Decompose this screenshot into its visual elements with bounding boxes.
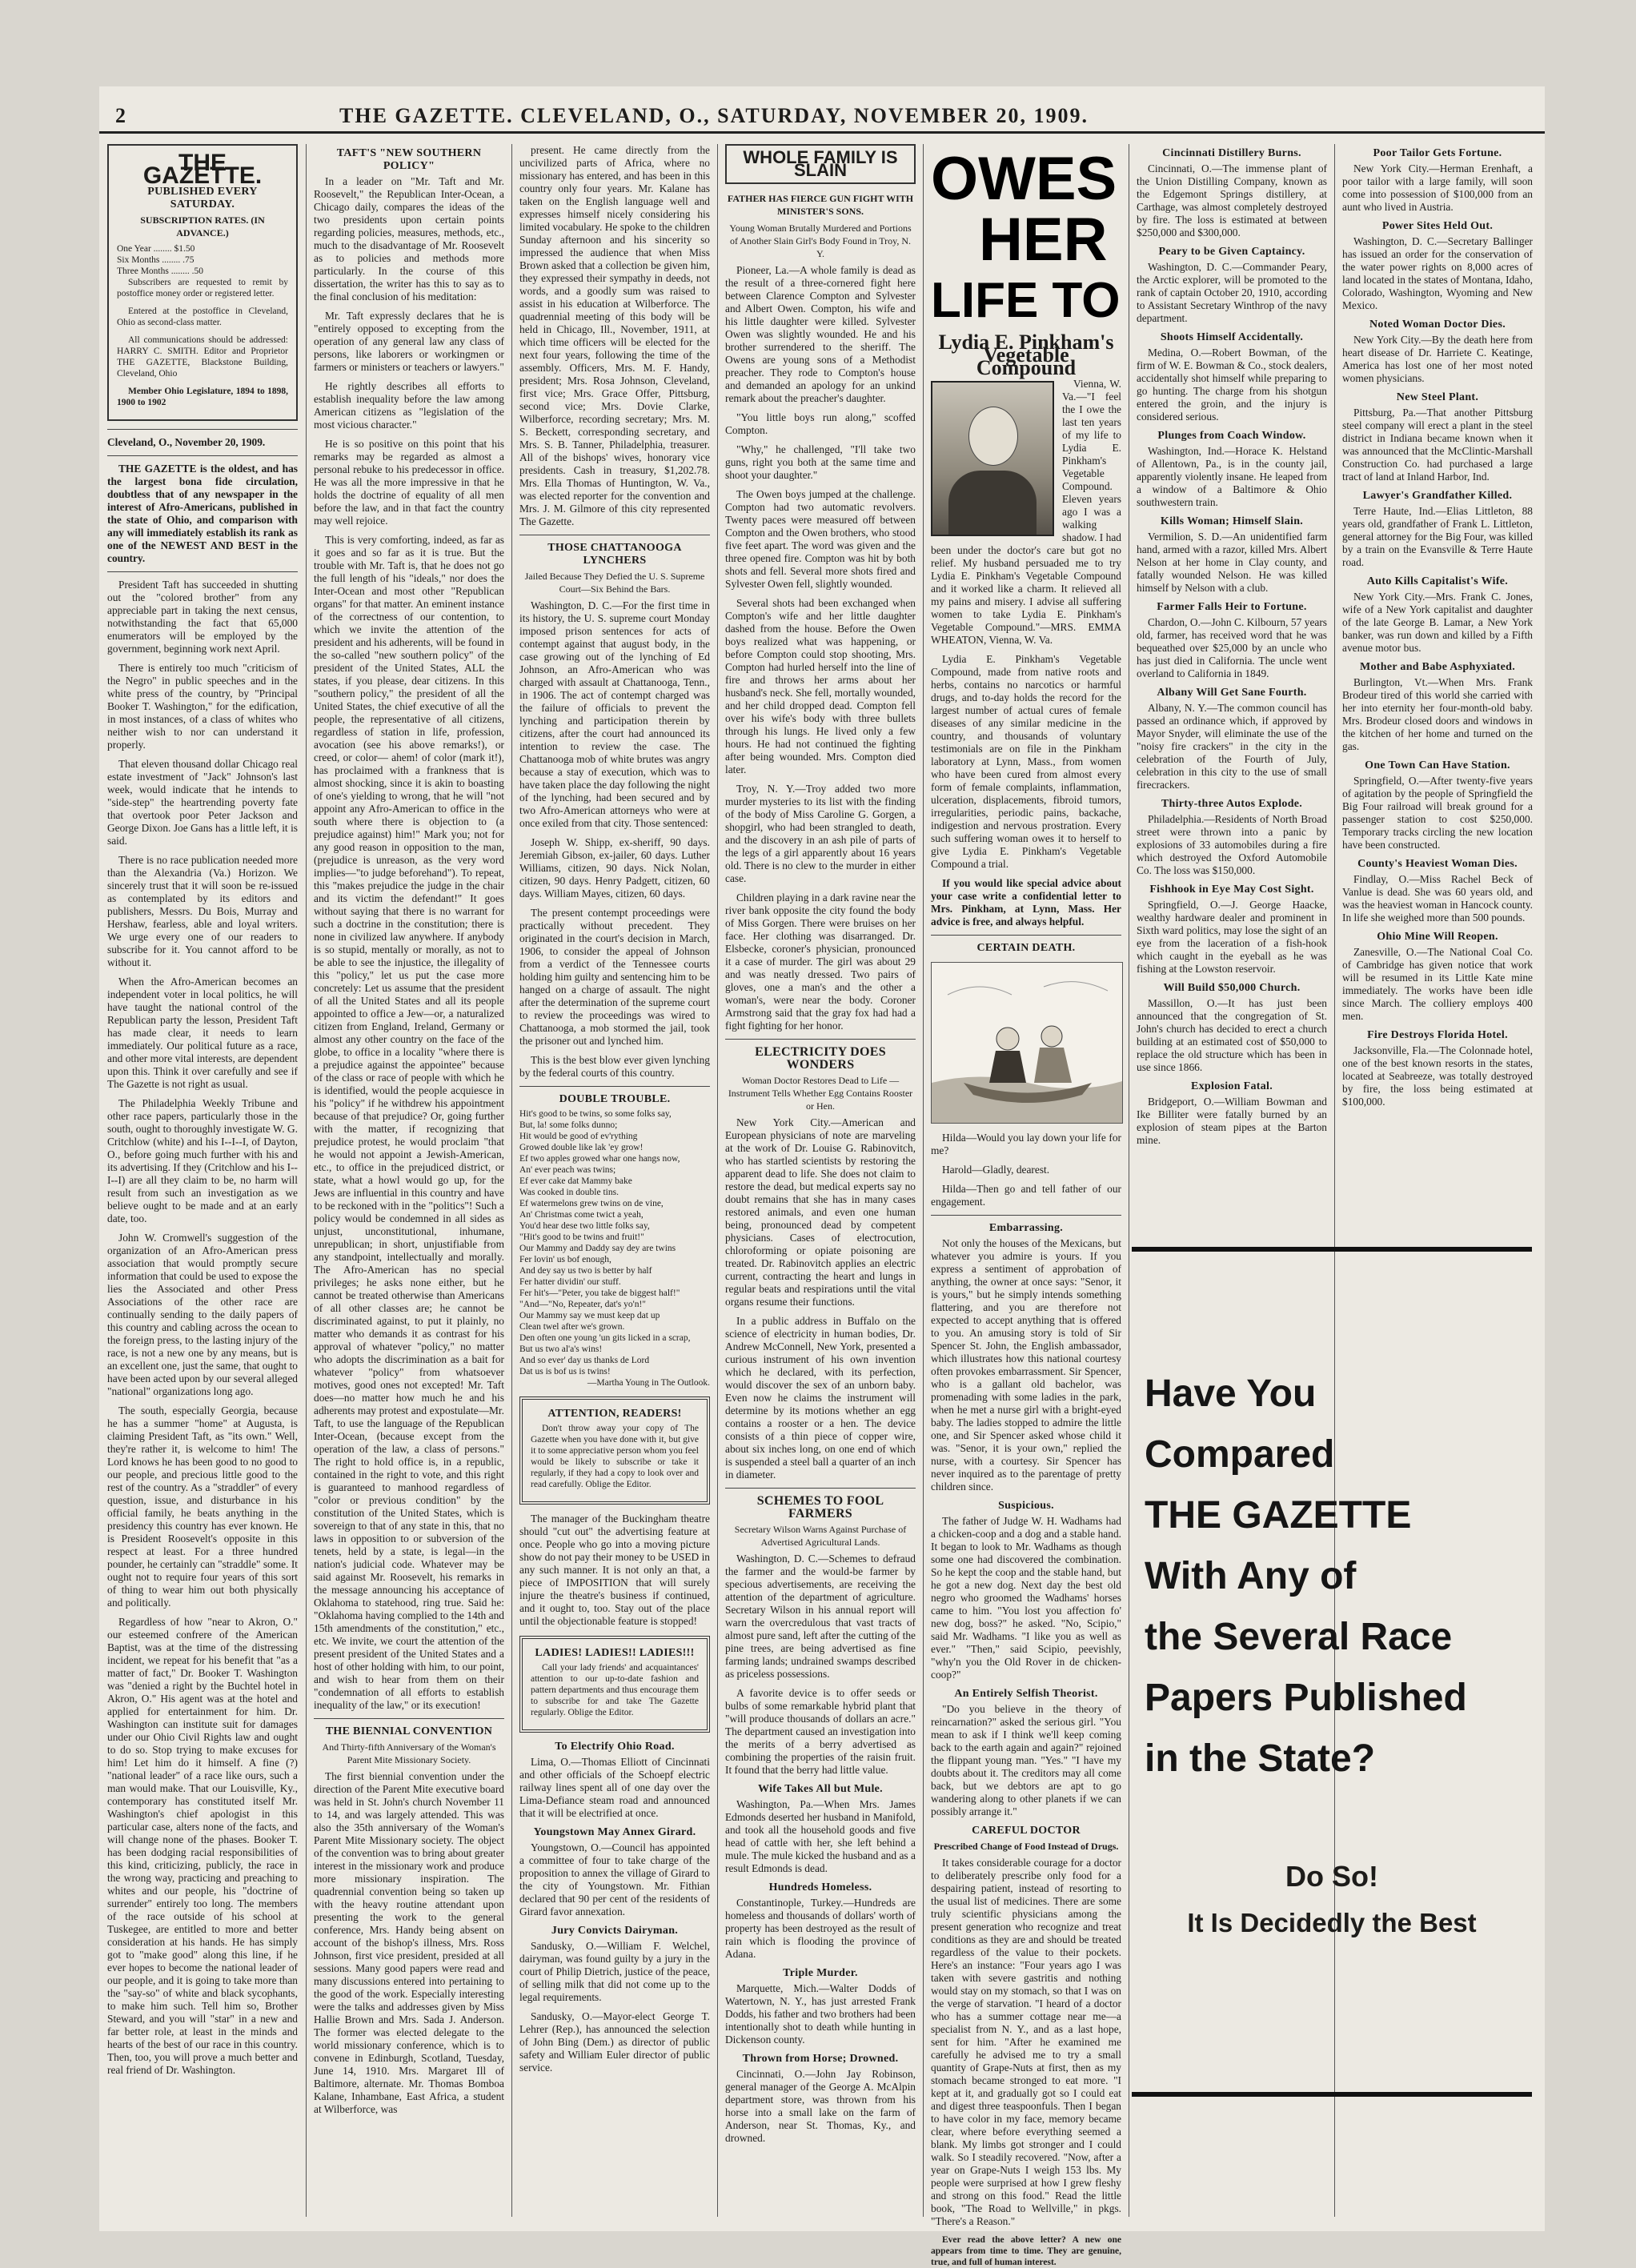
news-headline: Will Build $50,000 Church.: [1163, 982, 1301, 994]
news-paragraph: Vermilion, S. D.—An unidentified farm hand, armed with a razor, killed Mrs. Albert Nelson at her home in Clay county, and fatally wounded Nelson. He was killed himself by Nelson with a club.: [1137, 531, 1327, 594]
promo-headline: [1145, 1364, 1529, 1789]
article-headline: WHOLE FAMILY IS SLAIN: [743, 147, 898, 180]
news-paragraph: Washington, D. C.—Secretary Ballinger has issued an order for the conservation of the water power rights on 8,000 acres of land located in the states of Montana, Idaho, Colorado, Washington, Wyoming and New Mexico.: [1342, 235, 1533, 311]
separator: [107, 571, 298, 572]
article-paragraph: This is very comforting, indeed, as far as it goes and so far as it is true. But the trouble with Mr. Taft is, that he does not go the full length of his "ideals," nor does the Inter-Ocean and most other "Republican organs" for that matter. An eminent instance of the correctness of our contention, to which we invite the attention of the president and his adherents, will be found in the so-called "new southern policy" of the president of the United States, ALL the states, if you please, dear citizens. In this "southern policy," the president of all the United States, the chief executive of all the people, the representative of all citizens, regardless of station in life, profession, avocation (see his above remarks!), or creed, or color— ahem! of color (mark it!), has proclaimed with a frankness that is almost shocking, since it is akin to boasting of one's yielding to wrong, that he will "not appoint any Afro-American to office in the south where there is objection to (a prejudice against) him!" Mark you; not for any good reason in opposition to the man, (prejudice is unreason, as the very word implies—"to judge beforehand"). To repeat, this "makes prejudice the judge in the chair and its victim the defendant!" It goes without saying that there is no warrant for such a doctrine in the constitution; there is none in civilized law anywhere. If anybody is so stupid, mentally or morally, as not to be able to see the injustice, the illegality of this "policy," let us put the case more concretely: Let us assume that the president of all the United States and all its people appointed to office a Jew—or, a naturalized citizen from England, Ireland, Germany or almost any other country on the face of the globe, to office in a locality "where there is a prejudice against the appointee" because of the class or race of people with which he is identified, would the people acquiesce in his "policy" if he withdrew his appointment because of that prejudice? Or, going further with the matter, if recognizing that prejudice protest, he would proclaim "that he would not appoint a Jewish-American, etc., to office in the prejudiced district, or state, what a howl would go up, for the Jews are influential in this country and have to be reckoned with in the "politics"! Such a policy would be condemned in all sides as unjust, unconstitutional, inhumane, unrepublican; in short, unjustifiable from any standpoint, intellectually and morally. The Afro-American has no special privileges; he asks none either, but he cannot be treated otherwise than Americans of all other classes are; he cannot be discriminated against, to put it plainly, no matter who demands it as contrast for his approval of whatever "policy," no matter who adopts the discrimination as a bait for whatever "policy" from whatsoever motives, good ones not excepted! Mr. Taft does—no matter how much he and his adherents may protest and expostulate—Mr. Taft, to use the language of the Republican Inter-Ocean, (because except from the operation of the law, a class of persons." The right to hold office is, in a republic, contained in the right to vote, and this right is guaranteed to manhood regardless of "color or previous condition" by the constitution of the United States, which is sovereign to that of any state in this, that no laws in opposition to or subversion of the tenets, held by a state, is legal—in the nation's judicial code. Whatever may be said against Mr. Roosevelt, his remarks in the message announcing his acceptance of Oklahoma to statehood, ring true. Said he: "Oklahoma having complied to the 14th and 15th amendments of the constitution," etc., etc. We invite, we court the attention of the present president of the United States and a host of other holding with him, to our point, and wish to hear from them on their "condemnation of all efforts to establish inequality of the law," or its execution!: [314, 534, 504, 1711]
news-headline: Mother and Babe Asphyxiated.: [1359, 661, 1516, 673]
news-paragraph: Springfield, O.—After twenty-five years of agitation by the people of Springfield the Big Four railroad will break ground for a passenger station to cost $250,000. Temporary tracks circling the new location have been constructed.: [1342, 775, 1533, 851]
news-headline: Explosion Fatal.: [1190, 1080, 1273, 1092]
paper-tagline: PUBLISHED EVERY SATURDAY.: [147, 186, 258, 210]
article-paragraph: "Why," he challenged, "I'll take two guns, right you both at the same time and shoot your daughter.": [725, 443, 916, 481]
ad-note: If you would like special advice about your case write a confidential letter to Mrs. Pinkham, at Lynn, Mass. Her advice is free, and always helpful.: [931, 877, 1121, 928]
column-rule: [923, 144, 924, 2217]
rate-line: Three Months ........ .50: [117, 266, 203, 276]
column-rule: [717, 144, 718, 2217]
separator: [931, 935, 1121, 936]
cartoon-caption: Harold—Gladly, dearest.: [942, 1164, 1050, 1176]
article-paragraph: Several shots had been exchanged when Compton's wife and her little daughter dashed from the house. Before the Owen boys realized what was happening, or before Compton could stop shooting, Mrs. Compton had hurled herself into the line of fire and throws her arms about her husband's neck. She fell, mortally wounded, and her child dropped dead. Compton fell over his wife's body with three bullets through his lungs. He lived only a few hours. He had not continued the fighting after being wounded. Mrs. Compton died later.: [725, 597, 916, 775]
article-paragraph: Troy, N. Y.—Troy added two more murder mysteries to its list with the finding of the body of Miss Caroline G. Gorgen, a shopgirl, who had been strangled to death, and the discovery in an ash pile of parts of the legs of a girl apparently about 16 years old. There is no clew to the murder in either case.: [725, 783, 916, 884]
news-headline: Hundreds Homeless.: [768, 1881, 872, 1893]
cartoon-title: CERTAIN DEATH.: [976, 942, 1076, 954]
news-paragraph: Chardon, O.—John C. Kilbourn, 57 years old, farmer, has received word that he was bequeathed over $25,000 by an uncle who has just died in California. The uncle went overland to California in 1849.: [1137, 616, 1327, 679]
article-subheadline: Young Woman Brutally Murdered and Portions of Another Slain Girl's Body Found in Troy, N. Y.: [729, 222, 912, 259]
separator: [931, 1215, 1121, 1216]
promo-line: in the State?: [1145, 1737, 1376, 1780]
news-paragraph: Albany, N. Y.—The common council has passed an ordinance which, if approved by Mayor Snyder, will eliminate the use of the "noisy fire crackers" in the city in the celebration of the Fourth of July, celebration in this city to the use of small firecrackers.: [1137, 702, 1327, 791]
news-paragraph: Washington, D. C.—Commander Peary, the Arctic explorer, will be promoted to the rank of captain October 20, 1910, according to Assistant Secretary Winthrop of the navy department.: [1137, 261, 1327, 324]
ladies-box: [519, 1636, 710, 1733]
pinkham-ad-headline: [931, 145, 1121, 331]
poem-line: An' Christmas come twict a yeah,: [519, 1210, 644, 1220]
pinkham-product-name: Lydia E. Pinkham's Vegetable Compound: [938, 331, 1114, 379]
news-headline: Poor Tailor Gets Fortune.: [1373, 147, 1502, 159]
news-paragraph: Philadelphia.—Residents of North Broad street were thrown into a panic by explosions of 33 automobiles during a fire which destroyed the Oxford Automobile Co. The loss was $150,000.: [1137, 813, 1327, 876]
column-rule: [511, 144, 512, 2217]
news-headline: Peary to be Given Captaincy.: [1158, 246, 1305, 258]
member-note: Member Ohio Legislature, 1894 to 1898, 1900 to 1902: [117, 387, 288, 407]
promo-line: THE GAZETTE: [1145, 1494, 1412, 1537]
article-subheadline: FATHER HAS FIERCE GUN FIGHT WITH MINISTER'S SONS.: [727, 193, 914, 217]
ad-headline-line: HER: [979, 206, 1108, 274]
article-paragraph: Washington, D. C.—Schemes to defraud the farmer and the would-be farmer by specious advertisements, are receiving the attention of the department of agriculture. Secretary Wilson in his annual report will warn the overcredulous that vast tracts of almost pure sand, left after the cutting of the pine trees, are being advertised as fine farming lands; undrained swamps described as priceless possessions.: [725, 1553, 916, 1680]
article-paragraph: present. He came directly from the uncivilized parts of Africa, where no missionary has entered, and has been in this country only four years. Mr. Kalane has taken on the English language well and expresses himself nicely considering his limited vocabulary. He spoke to the children Sunday afternoon and his sincerity so impressed the audience that when Miss Brown asked that a collection be given him, they expressed their sympathy in deeds, not words, and a goodly sum was raised to assist in his education at Wilberforce. The quadrennial meeting of this body will be held in Chicago, Ill., November, 1911, at which time officers will be elected for the next four years, following the time of the assembly. Officers, Mrs. M. F. Handy, president; Mrs. Rosa Johnson, Cleveland, first vice; Mrs. Grace Offer, Pittsburg, second vice; Mrs. Dovie Clarke, Wilberforce, recording secretary; Mrs. M. S. Beckett, corresponding secretary, and Mrs. S. B. Tanner, Philadelphia, treasurer. All of the bishops' wives, honorary vice presidents. Cash in treasury, $1,202.78. Mrs. Ella Thomas of Huntington, W. Va., was elected reporter for the convention and Mrs. J. M. Gilmore of this city represented The Gazette.: [519, 144, 710, 527]
poem-line: You'd hear dese two little folks say,: [519, 1221, 650, 1231]
rate-line: One Year ........ $1.50: [117, 244, 195, 254]
news-paragraph: Massillon, O.—It has just been announced that the congregation of St. John's church has decided to erect a church building at an estimated cost of $50,000 to replace the old structure which has been in use since 1866.: [1137, 997, 1327, 1073]
poem-line: Our Mammy and Daddy say dey are twins: [519, 1244, 676, 1253]
entered-note: Entered at the postoffice in Cleveland, Ohio as second-class matter.: [117, 307, 288, 327]
promo-line: Compared: [1145, 1433, 1335, 1476]
news-headline: Auto Kills Capitalist's Wife.: [1366, 575, 1509, 587]
poem-line: Clean twel after we's grown.: [519, 1322, 625, 1332]
box-text: Don't throw away your copy of The Gazette when you have done with it, but give it to some appreciative person whom you feel would be likely to subscribe or take it regularly, if they had a copy to look over and read carefully. Oblige the Editor.: [531, 1424, 699, 1489]
article-paragraph: Joseph W. Shipp, ex-sheriff, 90 days. Jeremiah Gibson, ex-jailer, 60 days. Luther Williams, citizen, 90 days. Nick Nolan, citizen, 90 days. Henry Padgett, citizen, 60 days. William Mayes, citizen, 60 days.: [519, 836, 710, 900]
masthead: [99, 99, 1545, 134]
news-headline: Shoots Himself Accidentally.: [1160, 331, 1304, 343]
news-paragraph: Marquette, Mich.—Walter Dodds of Watertown, N. Y., has just arrested Frank Dodds, his father and two brothers had been intentionally shot to death while hunting in Dickenson county.: [725, 1982, 916, 2046]
news-headline: Noted Woman Doctor Dies.: [1369, 319, 1506, 331]
article-subheadline: Woman Doctor Restores Dead to Life —Instrument Tells Whether Egg Contains Rooster or Hen.: [728, 1075, 913, 1112]
cartoon-caption: Hilda—Would you lay down your life for me?: [931, 1132, 1121, 1156]
poem-line: Den often one young 'un gits licked in a scrap,: [519, 1333, 691, 1343]
news-paragraph: Sandusky, O.—Mayor-elect George T. Lehrer (Rep.), has announced the selection of John Bing (Dem.) as director of public safety and William Euler director of public service.: [519, 2010, 710, 2074]
poem-attribution: —Martha Young in The Outlook.: [587, 1378, 710, 1388]
ad-subheadline: Prescribed Change of Food Instead of Drugs.: [933, 1841, 1119, 1852]
woman-portrait: [931, 381, 1054, 536]
news-headline: Suspicious.: [998, 1500, 1054, 1512]
promo-line: Have You: [1145, 1372, 1317, 1415]
poem-line: "And—"No, Repeater, dat's yo'n!": [519, 1300, 646, 1309]
gazette-info-box: [107, 144, 298, 421]
article-paragraph: A favorite device is to offer seeds or bulbs of some remarkable hybrid plant that "will produce thousands of dollars an acre." The department caused an investigation into the merits of a berry advertised as combining the properties of the raisin fruit. It found that the berry had little value.: [725, 1687, 916, 1776]
news-paragraph: Findlay, O.—Miss Rachel Beck of Vanlue is dead. She was 60 years old, and was the heaviest woman in Hancock county. In life she weighed more than 500 pounds.: [1342, 873, 1533, 924]
news-headline: Embarrassing.: [988, 1222, 1064, 1234]
news-paragraph: Bridgeport, O.—William Bowman and Ike Billiter were fatally burned by an explosion of steam pipes at the Barton mine.: [1137, 1096, 1327, 1146]
article-subheadline: Secretary Wilson Warns Against Purchase of Advertised Agricultural Lands.: [734, 1524, 907, 1548]
news-headline: Power Sites Held Out.: [1381, 220, 1494, 232]
article-paragraph: Pioneer, La.—A whole family is dead as the result of a three-cornered fight here between Clarence Compton and Sylvester and Albert Owen. Compton, his wife and his little daughter were killed. Sylvester Owen was slightly wounded. He and his brother surrendered to the sheriff. The Owens are young sons of a Methodist preacher. They rode to Compton's house and demanded an apology for an unkind remark about the preacher's daughter.: [725, 264, 916, 404]
news-paragraph: Jacksonville, Fla.—The Colonnade hotel, one of the best known resorts in the states, located at Seabreeze, was totally destroyed by fire, the loss being estimated at $100,000.: [1342, 1044, 1533, 1108]
rate-line: Six Months ........ .75: [117, 255, 194, 265]
news-headline: Kills Woman; Himself Slain.: [1160, 515, 1304, 527]
column-5: [931, 144, 1121, 2267]
remit-note: Subscribers are requested to remit by postoffice money order or registered letter.: [117, 278, 288, 299]
editorial-paragraph: The Philadelphia Weekly Tribune and other race papers, particularly those in the south, ought to thoroughly investigate W. G. Critchlow (white) and his I--I--I, of Dayton, O., before going much further with his and its advertising. If they (Critchlow and his I--I--I) are all they claim to be, no harm will result from such an investigation as we believe ought to be made and at an early date, too.: [107, 1097, 298, 1224]
gazette-promo-ad: [1132, 1247, 1532, 2097]
promo-best: It Is Decidedly the Best: [1187, 1908, 1477, 1937]
dateline: Cleveland, O., November 20, 1909.: [107, 436, 266, 448]
cartoon-illustration: [931, 962, 1123, 1124]
story-paragraph: Not only the houses of the Mexicans, but whatever you admire is yours. If you express a sentiment of approbation of anything, the owner at once says: "Senor, it is yours," but he simply intends something flattering, and you are therefore not expected to accept anything that is offered to you. An amusing story is told of Sir Spencer St. John, the English ambassador, which illustrates how this national courtesy often provokes embarrassment. Sir Spencer, who is a gallant old bachelor, was promenading with some ladies in the park, when he met a nurse girl with a bright-eyed baby. The ladies stopped to admire the little one, and Sir Spencer asked whose child it was. "Senor, it is your own," replied the nurse, with a courtesy. Sir Spencer has never inquired as to the parentage of pretty children since.: [931, 1237, 1121, 1493]
news-headline: Thirty-three Autos Explode.: [1161, 798, 1303, 810]
article-subheadline: Jailed Because They Defied the U. S. Supreme Court—Six Behind the Bars.: [524, 571, 705, 595]
promo-line: Papers Published: [1145, 1677, 1467, 1719]
news-headline: New Steel Plant.: [1396, 391, 1479, 403]
news-paragraph: Medina, O.—Robert Bowman, of the firm of W. E. Bowman & Co., stock dealers, accidentally shot himself while preparing to go hunting. The charge from his shotgun entered the groin, and the injury is considered serious.: [1137, 347, 1327, 423]
article-subheadline: And Thirty-fifth Anniversary of the Woman's Parent Mite Missionary Society.: [322, 1741, 496, 1765]
box-title: LADIES! LADIES!! LADIES!!!: [535, 1647, 695, 1659]
poem-line: But us two al'a's wins!: [519, 1344, 603, 1354]
news-paragraph: Cincinnati, O.—The immense plant of the Union Distilling Company, known as the Edgemont Springs distillery, at Carthage, was almost completely destroyed by fire. The loss is estimated at between $250,000 and $300,000.: [1137, 162, 1327, 238]
news-headline: One Town Can Have Station.: [1365, 759, 1510, 771]
news-headline: Albany Will Get Sane Fourth.: [1157, 687, 1307, 699]
news-paragraph: Zanesville, O.—The National Coal Co. of Cambridge has given notice that work will be resumed in its Little Kate mine immediately. The works have been idle since March. The colliery employs 400 men.: [1342, 946, 1533, 1022]
separator: [725, 1039, 916, 1040]
editorial-paragraph: Regardless of how "near to Akron, O." our esteemed confrere of the American Baptist, was at the time of the distressing incident, we repeat for his benefit that "as a matter of fact," Dr. Booker T. Washington was "denied a right by the Buchtel hotel in Akron, O." His agent was at the hotel and applied for entertainment for him. Dr. Washington can institute suit for damages under our Ohio Civil Rights law and ought to do so. Stop trying to make excuses for him! Let him do it himself. A fine (?) "national leader" of a race like ours, such a man would make. That our Louisville, Ky., contemporary has constituted itself Mr. Washington's chief apologist in this particular case, alters none of the facts, and will change none of the phases. Booker T. has been dodging racial responsibilities of this kind, criticizing, publicly, the race in the wrong way, practicing and preaching to whites and our people, his "doctrine of surrender" entirely too long. The members of the race outside of his school at Tuskegee, are entitled to more and better consideration at his hands. He has simply got to "make good" along this line, if he ever hopes to become the national leader of our people, and it is going to take more than the "say-so" of white and black sycophants, to make him such. Tell him so, Brother Steward, and you will "star" in a new and far better role, at least in the minds and hearts of the best of our race in this country. Then, too, you will prove a much better and real friend of Dr. Washington.: [107, 1616, 298, 2076]
poem-line: "Hit's good to be twins and fruit!": [519, 1232, 644, 1242]
news-paragraph: Lima, O.—Thomas Elliott of Cincinnati and other officials of the Schoepf electric railway lines spent all of one day over the Lima-Defiance steam road and announced that it will be electrified at once.: [519, 1756, 710, 1819]
article-paragraph: New York City.—American and European physicians of note are marveling at the work of Dr. Louise G. Rabinovitch, who has startled scientists by restoring the apparent dead to life. She does not claim to restore the dead, but medical experts say no doubt remains that she has in many cases restored animals, and even one human being, pronounced dead by competent physicians. Cases of electrocution, chloroforming or opiate poisoning are treated. Dr. Rabinovitch applies an electric current, contracting the heart and lungs in regular beats and respirations until the vital organs resume their functions.: [725, 1116, 916, 1308]
poem-title: DOUBLE TROUBLE.: [559, 1093, 671, 1105]
story-paragraph: The father of Judge W. H. Wadhams had a chicken-coop and a dog and a stable hand. It began to look to Mr. Wadhams as though some one had discovered the combination. So he kept the coop and the stable hand, but he got a new dog. Next day the best old negro who groomed the Wadhams' horses came to him. "You lost you affection fo' new dog, boss?" he asked. "No, Scipio," said Mr. Wadhams. "I like you as well as ever." "Then," said Scipio, peevishly, "why'n you the Old Rover in de chicken-coop?": [931, 1515, 1121, 1681]
poem-line: Fer hit's—"Peter, you take de biggest half!": [519, 1288, 680, 1298]
column-rule: [306, 144, 307, 2217]
editorial-paragraph: That eleven thousand dollar Chicago real estate investment of "Jack" Johnson's last week, would indicate that he intends to "side-step" the heartrending poverty fate that overtook poor Peter Jackson and George Dixon. Joe Gans has a little left, it is said.: [107, 758, 298, 847]
article-paragraph: He rightly describes all efforts to establish inequality before the law among American citizens as "legislation of the most vicious character.": [314, 380, 504, 431]
story-paragraph: "Do you believe in the theory of reincarnation?" asked the serious girl. "You mean to ask if I think we'll keep coming back to the earth again and again?" rejoined the flippant young man. "Yes." "I have my doubts about it. The creditors may all come back, but we debtors are apt to go wandering along to other planets if we can possibly arrange it.": [931, 1703, 1121, 1817]
editorial-paragraph: The south, especially Georgia, because he has a summer "home" at Augusta, is claiming President Taft, as "its own." Well, they're rather it, is welcome to him! The Lord knows he has been good to no good to our people, and precious little good to the rest of the country. As a "straddler" of every question, issue, and disturbance in his official family, he beats anything in the presidency this country has ever known. He is President Roosevelt's opposite in this respect at least. For a three hundred pounder, he certainly can "straddle" some. It ought not to require four years of this sort of thing to wear him out both physically and politically.: [107, 1404, 298, 1609]
cartoon-caption: Hilda—Then go and tell father of our engagement.: [931, 1183, 1121, 1208]
news-headline: Farmer Falls Heir to Fortune.: [1157, 601, 1307, 613]
ad-paragraph: It takes considerable courage for a doctor to deliberately prescribe only food for a despairing patient, instead of resorting to the usual list of medicines. There are some truly scientific physicians among the present generation who recognize and treat conditions as they are and should be treated regardless of the value to their pockets. Here's an instance: "Four years ago I was taken with severe gastritis and nothing would stay on my stomach, so that I was on the verge of starvation. "I heard of a doctor who has a summer cottage near me—a specialist from N. Y., and as a last hope, sent for him. "After he examined me carefully he advised me to try a small quantity of Grape-Nuts at first, then as my stomach became stronged to eat more. "I kept at it, and gradually got so I could eat and digest three teaspoonfuls. Then I began to have color in my face, memory became clear, where before everything seemed a blank. My limbs got stronger and I could walk. So I steadily recovered. "Now, after a year on Grape-Nuts I weigh 153 lbs. My people were surprised at how I grew fleshy and strong on this food." Read the little book, "The Road to Wellville," in pkgs. "There's a Reason.": [931, 1857, 1121, 2227]
news-headline: Ohio Mine Will Reopen.: [1377, 931, 1498, 943]
article-paragraph: In a public address in Buffalo on the science of electricity in human bodies, Dr. Andrew McConnell, New York, presented a curious instrument of his own invention which he declared, with its perfection, would discover the sex of an unborn baby. Even now he claims the instrument will determine by its motions whether an egg contains a rooster or a hen. The device consists of a thin piece of copper wire, about six inches long, on one end of which is suspended a steel ball a quarter of an inch in diameter.: [725, 1315, 916, 1481]
news-headline: Plunges from Coach Window.: [1157, 430, 1306, 442]
news-headline: County's Heaviest Woman Dies.: [1357, 858, 1518, 870]
ad-headline-line: LIFE TO: [931, 273, 1121, 328]
article-headline: SCHEMES TO FOOL FARMERS: [756, 1494, 884, 1521]
poem-line: Ef watermelons grew twins on de vine,: [519, 1199, 664, 1208]
news-paragraph: Cincinnati, O.—John Jay Robinson, general manager of the George A. McAlpin department store, was thrown from his horse into a small lake on the farm of Anderson, near St. Thomas, Ky., and drowned.: [725, 2068, 916, 2144]
poem-line: Ef two apples growed whar one hangs now,: [519, 1154, 680, 1164]
poem-line: And dey say us two is better by half: [519, 1266, 652, 1276]
news-paragraph: Youngstown, O.—Council has appointed a committee of four to take charge of the proposition to annex the village of Girard to the city of Youngstown. Mr. Fithian declared that 90 per cent of the residents of Girard favor annexation.: [519, 1841, 710, 1917]
attention-readers-box: [519, 1396, 710, 1505]
article-headline: TAFT'S "NEW SOUTHERN POLICY": [336, 147, 482, 172]
article-headline: ELECTRICITY DOES WONDERS: [755, 1045, 886, 1072]
article-headline: THOSE CHATTANOOGA LYNCHERS: [547, 542, 682, 567]
poem-line: Hit's good to be twins, so some folks say,: [519, 1109, 672, 1119]
ad-closing: Ever read the above letter? A new one appears from time to time. They are genuine, true, and full of human interest.: [931, 2235, 1121, 2267]
circulation-claim: THE GAZETTE is the oldest, and has the largest bona fide circulation, doubtless that of any newspaper in the interest of Afro-Americans, published in the state of Ohio, and comparison with any will immediately establish its rank as one of the NEWEST AND BEST in the country.: [107, 463, 298, 564]
news-headline: Jury Convicts Dairyman.: [551, 1925, 679, 1937]
headline-box: [725, 144, 916, 184]
article-paragraph: In a leader on "Mr. Taft and Mr. Roosevelt," the Republican Inter-Ocean, a Chicago daily, compares the ideas of the two presidents upon certain points regarding policies, measures, methods, etc., much to the disadvantage of Mr. Roosevelt as to policies and methods more particularly. In the course of this dissertation, the writer has this to say as to the final conclusion of his meditation:: [314, 175, 504, 303]
newspaper-page: [99, 86, 1545, 2267]
news-paragraph: Pittsburg, Pa.—That another Pittsburg steel company will erect a plant in the steel district in Indiana became known when it was announced that the McClintic-Marshall Construction Co. had purchased a large tract of land at Inland Harbor, Ind.: [1342, 407, 1533, 483]
news-headline: Thrown from Horse; Drowned.: [742, 2053, 899, 2065]
subscription-rates-heading: SUBSCRIPTION RATES. (IN ADVANCE.): [140, 214, 265, 238]
ad-paragraph: Lydia E. Pinkham's Vegetable Compound, made from native roots and herbs, contains no narcotics or harmful drugs, and to-day holds the record for the largest number of actual cures of female diseases of any similar medicine in the country, and thousands of voluntary testimonials are on file in the Pinkham laboratory at Lynn, Mass., from women who have been cured from almost every form of female complaints, inflammation, ulceration, displacements, fibroid tumors, irregularities, periodic pains, backache, indigestion and nervous prostration. Every such suffering woman owes it to herself to give Lydia E. Pinkham's Vegetable Compound a trial.: [931, 653, 1121, 870]
article-paragraph: The Owen boys jumped at the challenge. Compton had two automatic revolvers. Twenty paces were measured off between Compton and the Owen brothers, who stood five feet apart. The word was given and the three opened fire. Compton was hit by both shots and fell. Several more shots fired and Sylvester Owen fell, slightly wounded.: [725, 488, 916, 590]
editorial-paragraph: There is no race publication needed more than the Alexandria (Va.) Horizon. We sincerely trust that it will soon be re-issued as contemplated by its editors and publishers, Messrs. Du Bois, Murray and Hershaw, fearless, able and loyal writers. We urge every one of our readers to subscribe for it. You cannot afford to be without it.: [107, 854, 298, 968]
news-paragraph: New York City.—By the death here from heart disease of Dr. Harriete C. Keatinge, America has lost one of her most noted women physicians.: [1342, 334, 1533, 384]
editorial-paragraph: When the Afro-American becomes an independent voter in local politics, he will have taught the national control of the Republican party the lesson, President Taft has made clear, it needs to learn immediately. Our political future as a race, and other more vital interests, are dependent upon this. Think it over carefully and see if The Gazette is not right as usual.: [107, 976, 298, 1090]
news-paragraph: Washington, Ind.—Horace K. Helstand of Allentown, Pa., is in the county jail, apparently violently insane. He leaped from a window of a Baltimore & Ohio southwestern train.: [1137, 445, 1327, 508]
poem-line: Hit would be good of ev'rything: [519, 1132, 638, 1141]
column-4: [725, 144, 916, 2217]
article-paragraph: Children playing in a dark ravine near the river bank opposite the city found the body of Miss Gorgen. There were bruises on her face. Her clothing was disarranged. Dr. Elsbecke, coroner's physician, pronounced it a case of murder. The girl was about 29 and was neatly dressed. Two pairs of gloves, one a man's and the other a woman's, were near the body. Coroner Armstrong said that the gray fox had had a fight fighting for her honor.: [725, 892, 916, 1032]
paper-name: THE GAZETTE.: [142, 150, 263, 189]
poem-line: Fer lovin' us bof enough,: [519, 1255, 611, 1264]
separator: [314, 1718, 504, 1719]
article-paragraph: The manager of the Buckingham theatre should "cut out" the advertising feature at once. People who go into a moving picture show do not pay their money to be USED in any such manner. It is not only an that, a piece of IMPOSITION that will surely injure the theatre's business if continued, and it ought to, too. Stay out of the place until the objectionable feature is stopped!: [519, 1513, 710, 1627]
column-6: [1137, 144, 1327, 1232]
news-paragraph: New York City.—Mrs. Frank C. Jones, wife of a New York capitalist and daughter of the late George B. Lamar, a New York banker, was run down and killed by a Fifth avenue motor bus.: [1342, 591, 1533, 654]
news-paragraph: New York City.—Herman Erenhaft, a poor tailor with a large family, will soon come into possession of $100,000 from an aunt who lived in Austria.: [1342, 162, 1533, 213]
news-paragraph: Springfield, O.—J. George Haacke, wealthy hardware dealer and prominent in Sixth ward politics, may lose the sight of an eye from the laceration of a fish-hook which caught in the eyeball as he was fishing at the Lowston reservoir.: [1137, 899, 1327, 975]
address-note: All communications should be addressed: HARRY C. SMITH. Editor and Proprietor THE GAZETTE, Blackstone Building, Cleveland, Ohio: [117, 335, 288, 379]
poem-line: Dat us is bof us is twins!: [519, 1367, 611, 1376]
page-number: 2: [115, 104, 126, 127]
poem-line: But, la! some folks dunno;: [519, 1120, 618, 1130]
promo-do-so: Do So!: [1285, 1860, 1378, 1893]
poem-line: And so ever' day us thanks de Lord: [519, 1356, 650, 1365]
poem-line: Growed double like lak 'ey grow!: [519, 1143, 644, 1152]
article-paragraph: He is so positive on this point that his remarks may be regarded as almost a personal rebuke to his predecessor in office. He was all the more impressive in that he holds the doctrine of equality of all men before the law, and in that fact the country may well rejoice.: [314, 438, 504, 527]
column-3: [519, 144, 710, 2217]
promo-line: the Several Race: [1145, 1616, 1453, 1658]
news-paragraph: Washington, Pa.—When Mrs. James Edmonds deserted her husband in Manifold, and took all the household goods and five head of cattle with her, she left behind a mule. The mule kicked the husband and as a result Edmonds is dead.: [725, 1798, 916, 1874]
article-paragraph: Washington, D. C.—For the first time in its history, the U. S. supreme court Monday imposed prison sentences for acts of contempt against that august body, in the case growing out of the lynching of Ed Johnson, an Afro-American who was charged with assault at Chattanooga, Tenn., in 1906. The act of contempt charged was the failure of officials to prevent the lynching and participation therein by citizens, after the court had announced its intention to review the case. The Chattanooga mob of white brutes was angry because a stay of execution, which was to have taken place the day following the night of the lynching, had been secured and by two Afro-American attorneys who were at once exiled from that city. Those sentenced:: [519, 599, 710, 829]
news-headline: An Entirely Selfish Theorist.: [954, 1688, 1098, 1700]
box-title: ATTENTION, READERS!: [547, 1408, 682, 1420]
column-7: [1342, 144, 1533, 1232]
editorial-paragraph: John W. Cromwell's suggestion of the organization of an Afro-American press association that would promptly secure information that could be used to expose the lies the Associated and other Press Associations of the other race are continually sending to the daily papers of this country and cabling across the ocean to the foreign press, to the lasting injury of the race, is not a new one by any means, but is an excellent one, just the same, that ought to have been acted upon by our several alleged "national" organizations long ago.: [107, 1232, 298, 1397]
editorial-paragraph: There is entirely too much "criticism of the Negro" in public speeches and in the white press of the country, by "Principal Booker T. Washington," for the edification, in most instances, of a class of whites who neither wish to nor can understand it properly.: [107, 662, 298, 751]
news-headline: Lawyer's Grandfather Killed.: [1362, 490, 1513, 502]
column-1: [107, 144, 298, 2217]
news-headline: Fire Destroys Florida Hotel.: [1367, 1029, 1508, 1041]
testimonial: Vienna, W. Va.—"I feel the I owe the last ten years of my life to Lydia E. Pinkham's Vegetable Compound. Eleven years ago I was a walking shadow. I had been under the doctor's care but got no relief. My husband persuaded me to try Lydia E. Pinkham's Vegetable Compound and it worked like a charm. It relieved all my pains and misery. I advise all suffering women to take Lydia E. Pinkham's Vegetable Compound."—MRS. EMMA WHEATON, Vienna, W. Va.: [931, 378, 1121, 646]
poem: [519, 1108, 710, 1388]
news-headline: Fishhook in Eye May Cost Sight.: [1149, 884, 1314, 896]
box-text: Call your lady friends' and acquaintances' attention to our up-to-date fashion and pattern departments and thus encourage them to subscribe for and take The Gazette regularly. Oblige the Editor.: [531, 1663, 699, 1717]
poem-line: Ef ever cake dat Mammy bake: [519, 1176, 632, 1186]
article-headline: THE BIENNIAL CONVENTION: [325, 1725, 493, 1737]
article-paragraph: "You little boys run along," scoffed Compton.: [725, 411, 916, 436]
separator: [107, 429, 298, 430]
news-paragraph: Sandusky, O.—William F. Welchel, dairyman, was found guilty by a jury in the court of Philip Dietrich, justice of the peace, of selling milk that did not come up to the legal requirements.: [519, 1940, 710, 2003]
news-paragraph: Burlington, Vt.—When Mrs. Frank Brodeur tired of this world she carried with her into eternity her four-month-old baby. Mrs. Brodeur closed doors and windows in the kitchen of her home and turned on the gas.: [1342, 676, 1533, 752]
article-paragraph: The first biennial convention under the direction of the Parent Mite executive board was held in St. John's church November 11 to 14, and was largely attended. This was also the 35th anniversary of the Woman's Parent Mite Missionary society. The object of the convention was to bring about greater interest in the missionary work and produce more missionary inspiration. The quadrennial convention being so taken up with the heavy routine attendant upon presenting the work to the general conference, Mrs. Handy being absent on account of the bishop's illness, Mrs. Ross Johnson, first vice president, presided at all sessions. Many good papers were read and many discussions entered into pertaining to the good of the work. Especially interesting were the talks and addresses given by Miss Hallie Brown and Mrs. Sada J. Anderson. The former was elected delegate to the world missionary conference, which is to convene in Edinburgh, Scotland, Tuesday, June 14, 1910. Mrs. Margaret Ill of Baltimore, alternate. Mr. Thomas Bomboa Kalane, Inhambane, East Africa, a student at Wilberforce, was: [314, 1770, 504, 2115]
poem-line: An' ever peach was twins;: [519, 1165, 616, 1175]
news-headline: Cincinnati Distillery Burns.: [1162, 147, 1301, 159]
poem-line: Was cooked in double tins.: [519, 1188, 619, 1197]
news-headline: Youngstown May Annex Girard.: [533, 1826, 696, 1838]
column-2: [314, 144, 504, 2217]
separator: [519, 1086, 710, 1087]
article-paragraph: The present contempt proceedings were practically without precedent. They originated in the court's decision in March, 1906, to consider the appeal of Johnson from a verdict of the Tennessee courts holding him guilty and sentencing him to be hanged on a charge of assault. The night after the determination of the supreme court to review the proceedings was wired to Chattanooga, a mob stormed the jail, took the prisoner out and lynched him.: [519, 907, 710, 1047]
promo-line: With Any of: [1145, 1555, 1357, 1597]
ad-headline-line: OWES: [931, 145, 1117, 213]
ad-headline: CAREFUL DOCTOR: [972, 1825, 1081, 1837]
news-headline: Triple Murder.: [783, 1967, 858, 1979]
news-headline: To Electrify Ohio Road.: [555, 1741, 675, 1753]
separator: [107, 455, 298, 456]
news-paragraph: Terre Haute, Ind.—Elias Littleton, 88 years old, grandfather of Frank L. Littleton, general attorney for the Big Four, was killed by a train on the Evansville & Terre Haute road.: [1342, 505, 1533, 568]
news-paragraph: Constantinople, Turkey.—Hundreds are homeless and thousands of dollars' worth of property has been destroyed as the result of rain which is flooding the province of Adana.: [725, 1897, 916, 1960]
article-paragraph: This is the best blow ever given lynching by the federal courts of this country.: [519, 1054, 710, 1079]
poem-line: Fer hatter dividin' our stuff.: [519, 1277, 621, 1287]
news-headline: Wife Takes All but Mule.: [758, 1783, 883, 1795]
editorial-paragraph: President Taft has succeeded in shutting out the "colored brother" from any appreciable part in taking the next census, notwithstanding the fact that 65,000 enumerators will be employed by the government, beginning work next April.: [107, 579, 298, 655]
masthead-title: THE GAZETTE. CLEVELAND, O., SATURDAY, NOVEMBER 20, 1909.: [339, 104, 1089, 127]
poem-line: Our Mammy say we must keep dat up: [519, 1311, 660, 1320]
separator: [725, 1488, 916, 1489]
article-paragraph: Mr. Taft expressly declares that he is "entirely opposed to excepting from the operation of any general law any class of persons, like laborers or workingmen or farmers or ministers or teachers or lawyers.": [314, 310, 504, 373]
